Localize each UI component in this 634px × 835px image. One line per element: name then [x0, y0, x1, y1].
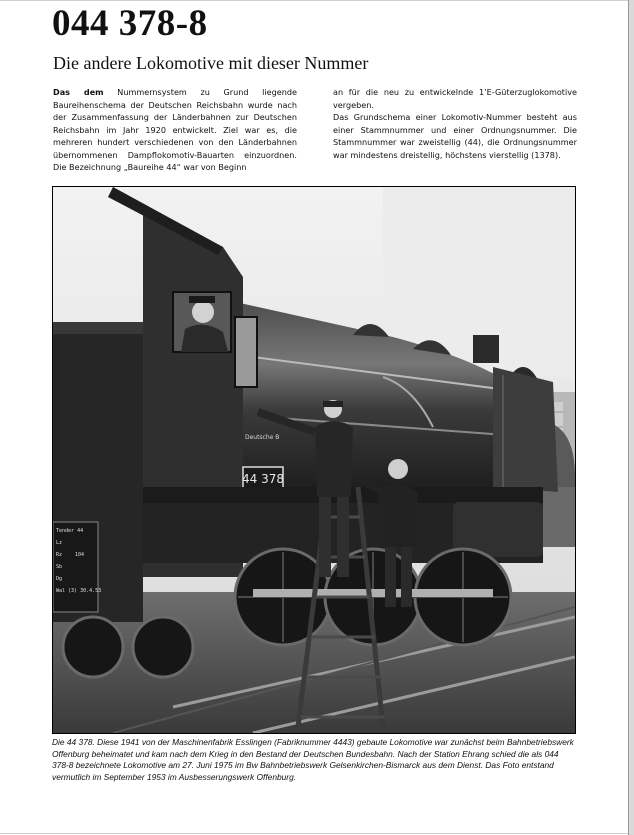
panel-line: Tender 44	[56, 528, 84, 534]
photo-caption: Die 44 378. Diese 1941 von der Maschinenfabrik Esslingen (Fabriknummer 4443) gebaute Lokomotive war zunächst beim Bahnbetriebswerk Offenburg beheimatet und kam nach dem Krieg in den Bestand der Deutschen Bundesbahn. Nach der Station Ehrang schied die als 044 378-8 bezeichnete Lokomotive am 27. Juni 1975 im Bw Bahnbetriebswerk Gelsenkirchen-Bismarck aus dem Dienst. Das Foto entstand vermutlich im September 1953 im Ausbesserungswerk Offenburg.	[52, 737, 574, 782]
paragraph-lead: Das dem	[53, 87, 104, 97]
text-column-left	[53, 86, 297, 174]
panel-line: Sb	[56, 564, 63, 570]
bottom-rule	[0, 833, 628, 834]
page-subtitle: Die andere Lokomotive mit dieser Nummer	[53, 53, 369, 73]
paragraph-left-body: Nummernsystem zu Grund liegende Baureihenschema der Deutschen Reichsbahn wurde nach der Zusammenfassung der Länderbahnen zur Deutschen Reichsbahn im Jahr 1920 entwickelt. Ziel war es, die mehreren hundert verschiedenen von den Länderbahnen übernommenen Dampflokomotiv-Bauarten einzuordnen. Die Bezeichnung „Baureihe 44“ war von Beginn	[53, 87, 297, 172]
cab-lettering: Deutsche B	[245, 434, 280, 441]
top-rule	[0, 0, 628, 1]
locomotive-photo	[52, 186, 576, 734]
page-title: 044 378-8	[52, 3, 208, 44]
paragraph-right-numbering: Das Grundschema einer Lokomotiv-Nummer besteht aus einer Stammnummer und einer Ordnungsnummer. Die Stammnummer war zweistellig (44), die Ordnungsnummer war mindestens dreistellig, höchstens vierstellig (1378).	[333, 112, 577, 160]
panel-line: Rz	[56, 552, 63, 558]
panel-line: Wal (3) 30.4.53	[56, 588, 102, 594]
panel-line: 104	[75, 552, 85, 558]
number-plate-text: 44 378	[242, 472, 284, 486]
panel-line: Lz	[56, 540, 63, 546]
text-column-right	[333, 86, 577, 161]
panel-line: Dg	[56, 576, 63, 582]
paragraph-right-continued: an für die neu zu entwickelnde 1’E-Güterzuglokomotive vergeben.	[333, 87, 577, 110]
page-edge	[628, 0, 634, 835]
paragraph-left	[53, 86, 297, 174]
